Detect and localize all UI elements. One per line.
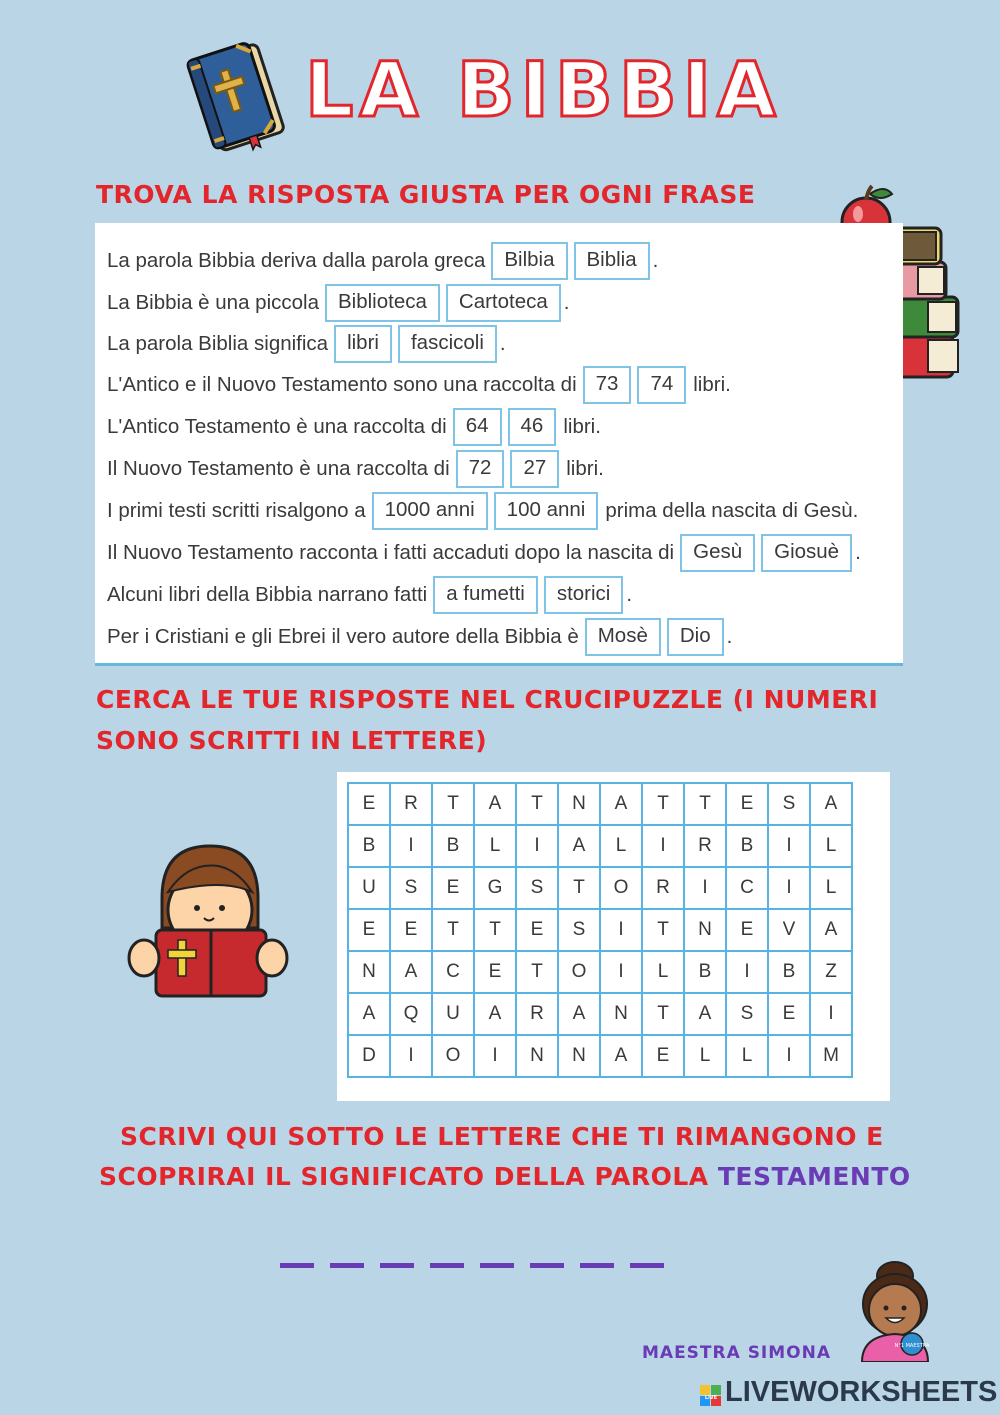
answer-option[interactable]: Cartoteca	[446, 284, 561, 322]
grid-cell[interactable]: B	[684, 951, 726, 993]
brand-mark	[700, 1382, 722, 1404]
grid-cell[interactable]: C	[432, 951, 474, 993]
grid-cell[interactable]: I	[726, 951, 768, 993]
page-title: LA BIBBIA	[305, 45, 782, 134]
grid-cell[interactable]: E	[432, 867, 474, 909]
grid-cell[interactable]: Z	[810, 951, 852, 993]
section2-heading-line2: SONO SCRITTI IN LETTERE)	[96, 726, 488, 755]
question-text: L'Antico Testamento è una raccolta di	[107, 415, 447, 438]
grid-cell[interactable]: I	[516, 825, 558, 867]
grid-cell[interactable]: I	[768, 867, 810, 909]
grid-cell[interactable]: L	[600, 825, 642, 867]
answer-option[interactable]: Giosuè	[761, 534, 852, 572]
grid-cell[interactable]: I	[390, 1035, 432, 1077]
answer-option[interactable]: fascicoli	[398, 325, 497, 363]
grid-cell[interactable]: U	[348, 867, 390, 909]
answer-option[interactable]: 27	[510, 450, 559, 488]
grid-cell[interactable]: L	[810, 825, 852, 867]
question-text: Il Nuovo Testamento è una raccolta di	[107, 457, 450, 480]
grid-cell[interactable]: A	[558, 825, 600, 867]
grid-cell[interactable]: I	[600, 909, 642, 951]
question-row	[107, 408, 601, 446]
grid-row	[348, 993, 852, 1035]
section2-heading-line1: CERCA LE TUE RISPOSTE NEL CRUCIPUZZLE (I NUMERI	[96, 685, 879, 714]
grid-cell[interactable]: N	[684, 909, 726, 951]
answer-blank[interactable]	[630, 1263, 664, 1268]
grid-cell[interactable]: B	[432, 825, 474, 867]
section3-line1: SCRIVI QUI SOTTO LE LETTERE CHE TI RIMANGONO E	[120, 1122, 884, 1151]
grid-cell[interactable]: R	[516, 993, 558, 1035]
grid-cell[interactable]: T	[474, 909, 516, 951]
grid-cell[interactable]: R	[684, 825, 726, 867]
question-suffix: .	[563, 291, 570, 314]
grid-cell[interactable]: I	[810, 993, 852, 1035]
answer-option[interactable]: Mosè	[585, 618, 661, 656]
answer-option[interactable]: libri	[334, 325, 392, 363]
question-row	[107, 618, 732, 656]
answer-option[interactable]: 72	[456, 450, 505, 488]
question-suffix: libri.	[563, 415, 601, 438]
grid-row	[348, 867, 852, 909]
brand-name: LIVEWORKSHEETS	[725, 1376, 998, 1408]
question-text: Il Nuovo Testamento racconta i fatti accaduti dopo la nascita di	[107, 541, 675, 564]
question-row	[107, 284, 569, 322]
grid-cell[interactable]: Q	[390, 993, 432, 1035]
grid-cell[interactable]: L	[810, 867, 852, 909]
grid-cell[interactable]: A	[810, 909, 852, 951]
question-suffix: .	[855, 541, 861, 564]
answer-option[interactable]: 1000 anni	[372, 492, 488, 530]
grid-cell[interactable]: A	[600, 783, 642, 825]
grid-cell[interactable]: E	[642, 1035, 684, 1077]
grid-cell[interactable]: N	[558, 783, 600, 825]
grid-cell[interactable]: L	[684, 1035, 726, 1077]
section3-line2	[99, 1162, 911, 1191]
grid-cell[interactable]: E	[348, 909, 390, 951]
grid-cell[interactable]: N	[516, 1035, 558, 1077]
grid-cell[interactable]: R	[390, 783, 432, 825]
question-text: La Bibbia è una piccola	[107, 291, 319, 314]
child-reading-icon	[122, 838, 292, 1008]
answer-blank[interactable]	[330, 1263, 364, 1268]
grid-cell[interactable]: I	[600, 951, 642, 993]
answer-blank[interactable]	[580, 1263, 614, 1268]
answer-blank[interactable]	[480, 1263, 514, 1268]
grid-cell[interactable]: C	[726, 867, 768, 909]
question-row	[107, 492, 858, 530]
grid-cell[interactable]: T	[642, 783, 684, 825]
answer-option[interactable]: Biblioteca	[325, 284, 440, 322]
section1-heading: TROVA LA RISPOSTA GIUSTA PER OGNI FRASE	[96, 180, 756, 209]
grid-cell[interactable]: T	[642, 993, 684, 1035]
question-suffix: .	[652, 249, 659, 272]
question-suffix: prima della nascita di Gesù.	[605, 499, 859, 522]
section3-prefix: SCOPRIRAI IL SIGNIFICATO DELLA PAROLA	[99, 1162, 709, 1191]
answer-option[interactable]: 46	[508, 408, 557, 446]
question-text: L'Antico e il Nuovo Testamento sono una raccolta di	[107, 373, 577, 396]
grid-cell[interactable]: E	[726, 783, 768, 825]
question-text: I primi testi scritti risalgono a	[107, 499, 366, 522]
question-row	[107, 534, 861, 572]
grid-row	[348, 1035, 852, 1077]
answer-option[interactable]: 73	[583, 366, 632, 404]
grid-cell[interactable]: M	[810, 1035, 852, 1077]
grid-cell[interactable]: S	[516, 867, 558, 909]
answer-option[interactable]: Biblia	[574, 242, 650, 280]
question-suffix: .	[726, 625, 733, 648]
question-text: Alcuni libri della Bibbia narrano fatti	[107, 583, 428, 606]
question-row	[107, 450, 604, 488]
grid-cell[interactable]: N	[348, 951, 390, 993]
grid-cell[interactable]: A	[474, 783, 516, 825]
question-row	[107, 576, 632, 614]
grid-cell[interactable]: S	[558, 909, 600, 951]
answer-option[interactable]: 74	[637, 366, 686, 404]
grid-cell[interactable]: T	[432, 783, 474, 825]
grid-cell[interactable]: O	[558, 951, 600, 993]
grid-cell[interactable]: O	[600, 867, 642, 909]
answer-blank[interactable]	[430, 1263, 464, 1268]
question-row	[107, 325, 506, 363]
word-search	[337, 772, 890, 1101]
question-suffix: .	[626, 583, 633, 606]
question-suffix: libri.	[693, 373, 731, 396]
grid-cell[interactable]: E	[768, 993, 810, 1035]
quiz-panel	[95, 223, 903, 666]
question-text: Per i Cristiani e gli Ebrei il vero autore della Bibbia è	[107, 625, 579, 648]
grid-cell[interactable]: I	[390, 825, 432, 867]
grid-cell[interactable]: I	[474, 1035, 516, 1077]
grid-cell[interactable]: R	[642, 867, 684, 909]
grid-cell[interactable]: E	[348, 783, 390, 825]
keyword: TESTAMENTO	[717, 1162, 911, 1191]
grid-cell[interactable]: L	[642, 951, 684, 993]
grid-row	[348, 951, 852, 993]
grid-cell[interactable]: E	[516, 909, 558, 951]
grid-row	[348, 909, 852, 951]
grid-cell[interactable]: A	[390, 951, 432, 993]
grid-cell[interactable]: T	[432, 909, 474, 951]
teacher-avatar-icon	[852, 1258, 938, 1362]
question-suffix: .	[499, 332, 506, 355]
question-text: La parola Biblia significa	[107, 332, 329, 355]
answer-option[interactable]: Gesù	[680, 534, 755, 572]
answer-blank[interactable]	[530, 1263, 564, 1268]
grid-cell[interactable]: E	[726, 909, 768, 951]
answer-option[interactable]: 100 anni	[494, 492, 599, 530]
bible-icon	[180, 40, 295, 155]
grid-cell[interactable]: S	[726, 993, 768, 1035]
grid-cell[interactable]: O	[432, 1035, 474, 1077]
answer-option[interactable]: 64	[453, 408, 502, 446]
grid-cell[interactable]: A	[474, 993, 516, 1035]
grid-cell[interactable]: T	[684, 783, 726, 825]
answer-option[interactable]: Dio	[667, 618, 724, 656]
answer-option[interactable]: a fumetti	[433, 576, 538, 614]
grid-cell[interactable]: A	[684, 993, 726, 1035]
grid-cell[interactable]: U	[432, 993, 474, 1035]
grid-cell[interactable]: L	[726, 1035, 768, 1077]
answer-blank[interactable]	[380, 1263, 414, 1268]
grid-cell[interactable]: E	[390, 909, 432, 951]
question-row	[107, 366, 731, 404]
grid-row	[348, 783, 852, 825]
question-text: La parola Bibbia deriva dalla parola greca	[107, 249, 486, 272]
grid-cell[interactable]: L	[474, 825, 516, 867]
question-row	[107, 242, 658, 280]
grid-cell[interactable]: I	[642, 825, 684, 867]
grid-cell[interactable]: D	[348, 1035, 390, 1077]
grid-cell[interactable]: A	[348, 993, 390, 1035]
grid-cell[interactable]: B	[348, 825, 390, 867]
grid-cell[interactable]: E	[474, 951, 516, 993]
grid-cell[interactable]: S	[768, 783, 810, 825]
answer-option[interactable]: Bilbia	[491, 242, 567, 280]
grid-row	[348, 825, 852, 867]
grid-cell[interactable]: T	[558, 867, 600, 909]
grid-cell[interactable]: T	[516, 783, 558, 825]
grid-cell[interactable]: I	[684, 867, 726, 909]
grid-cell[interactable]: S	[390, 867, 432, 909]
brand-mark-text: LIVE	[704, 1394, 718, 1401]
answer-blank[interactable]	[280, 1263, 314, 1268]
grid-cell[interactable]: A	[600, 1035, 642, 1077]
grid-cell[interactable]: I	[768, 1035, 810, 1077]
grid-cell[interactable]: V	[768, 909, 810, 951]
answer-option[interactable]: storici	[544, 576, 624, 614]
grid-cell[interactable]: B	[726, 825, 768, 867]
grid-cell[interactable]: T	[642, 909, 684, 951]
teacher-badge-text: N°1 MAESTRA	[894, 1343, 930, 1349]
brand-logo[interactable]	[700, 1376, 997, 1409]
grid-cell[interactable]: A	[810, 783, 852, 825]
word-search-grid	[347, 782, 853, 1078]
grid-cell[interactable]: I	[768, 825, 810, 867]
grid-cell[interactable]: N	[600, 993, 642, 1035]
grid-cell[interactable]: N	[558, 1035, 600, 1077]
grid-cell[interactable]: A	[558, 993, 600, 1035]
grid-cell[interactable]: G	[474, 867, 516, 909]
teacher-name: MAESTRA SIMONA	[642, 1343, 832, 1363]
grid-cell[interactable]: B	[768, 951, 810, 993]
question-suffix: libri.	[566, 457, 604, 480]
grid-cell[interactable]: T	[516, 951, 558, 993]
